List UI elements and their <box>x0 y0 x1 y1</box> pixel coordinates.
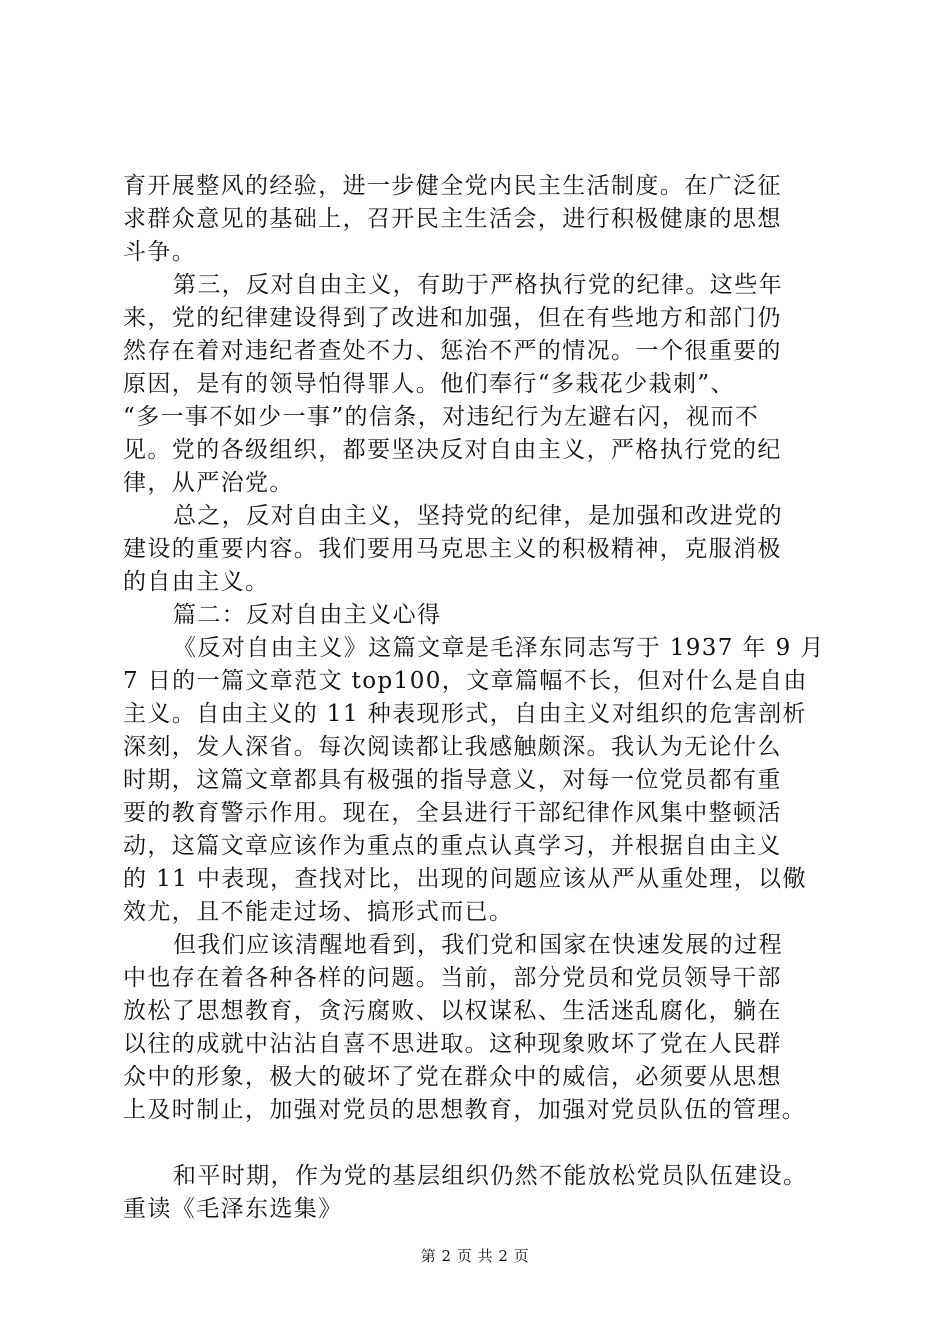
text-line: 动，这篇文章应该作为重点的重点认真学习，并根据自由主义 <box>123 833 782 859</box>
document-body <box>123 170 853 1226</box>
text-line: 然存在着对违纪者查处不力、惩治不严的情况。一个很重要的 <box>123 338 782 364</box>
text-line: 《反对自由主义》这篇文章是毛泽东同志写于 1937 年 9 月 <box>173 635 825 661</box>
text-line: 重读《毛泽东选集》 <box>123 1196 343 1222</box>
text-line: 主义。自由主义的 11 种表现形式，自由主义对组织的危害剖析 <box>123 701 807 727</box>
text-line: 原因，是有的领导怕得罪人。他们奉行“多栽花少栽刺”、 <box>123 371 735 397</box>
text-line: 育开展整风的经验，进一步健全党内民主生活制度。在广泛征 <box>123 173 782 199</box>
page-footer: 第 2 页 共 2 页 <box>420 1247 530 1265</box>
text-line: 中也存在着各种各样的问题。当前，部分党员和党员领导干部 <box>123 965 782 991</box>
text-line: 上及时制止，加强对党员的思想教育，加强对党员队伍的管理。 <box>123 1097 807 1123</box>
text-line: 来，党的纪律建设得到了改进和加强，但在有些地方和部门仍 <box>123 305 782 331</box>
text-line: 放松了思想教育，贪污腐败、以权谋私、生活迷乱腐化，躺在 <box>123 998 782 1024</box>
blank-line <box>123 1127 853 1160</box>
text-line: 的 11 中表现，查找对比，出现的问题应该从严从重处理，以儆 <box>123 866 807 892</box>
text-line: 众中的形象，极大的破坏了党在群众中的威信，必须要从思想 <box>123 1064 782 1090</box>
text-line: 第三，反对自由主义，有助于严格执行党的纪律。这些年 <box>173 272 783 298</box>
text-line: 求群众意见的基础上，召开民主生活会，进行积极健康的思想 <box>123 206 782 232</box>
text-line: 7 日的一篇文章范文 top100，文章篇幅不长，但对什么是自由 <box>123 668 808 694</box>
text-line: 见。党的各级组织，都要坚决反对自由主义，严格执行党的纪 <box>123 437 782 463</box>
text-line: 总之，反对自由主义，坚持党的纪律，是加强和改进党的 <box>173 503 783 529</box>
text-line: 篇二：反对自由主义心得 <box>173 602 442 628</box>
text-line: 时期，这篇文章都具有极强的指导意义，对每一位党员都有重 <box>123 767 782 793</box>
text-line: 的自由主义。 <box>123 569 270 595</box>
text-line: 律，从严治党。 <box>123 470 294 496</box>
text-line: “多一事不如少一事”的信条，对违纪行为左避右闪，视而不 <box>123 404 760 430</box>
text-line: 和平时期，作为党的基层组织仍然不能放松党员队伍建设。 <box>173 1163 808 1189</box>
text-line: 效尤，且不能走过场、搞形式而已。 <box>123 899 514 925</box>
text-line: 深刻，发人深省。每次阅读都让我感触颇深。我认为无论什么 <box>123 734 782 760</box>
text-line: 斗争。 <box>123 239 197 265</box>
text-line: 以往的成就中沾沾自喜不思进取。这种现象败坏了党在人民群 <box>123 1031 782 1057</box>
text-line: 要的教育警示作用。现在，全县进行干部纪律作风集中整顿活 <box>123 800 782 826</box>
text-line: 建设的重要内容。我们要用马克思主义的积极精神，克服消极 <box>123 536 782 562</box>
text-line: 但我们应该清醒地看到，我们党和国家在快速发展的过程 <box>173 932 783 958</box>
